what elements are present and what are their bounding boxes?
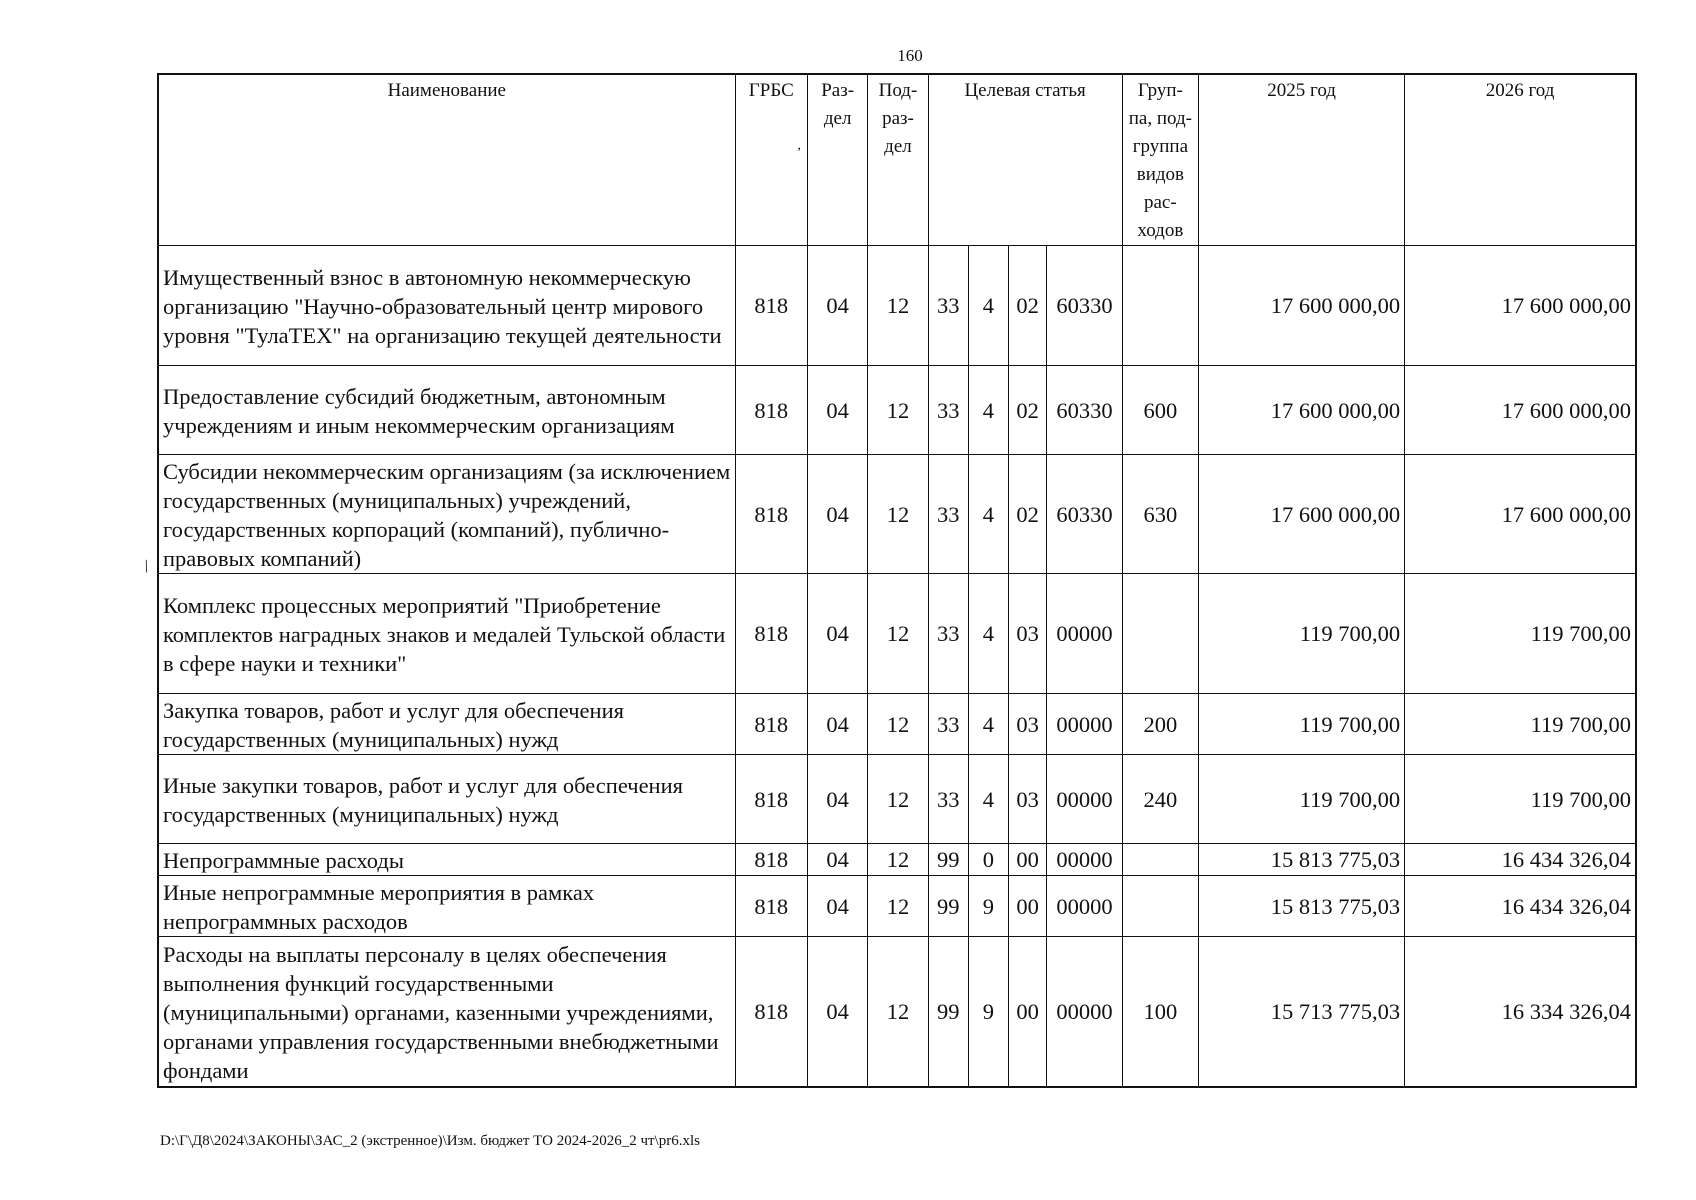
- row-target-element: 00: [1009, 876, 1047, 937]
- page-number: 160: [897, 46, 923, 65]
- row-expense-group: [1122, 574, 1198, 694]
- row-target-element: 03: [1009, 574, 1047, 694]
- row-section: 04: [807, 246, 867, 366]
- row-target-program: 99: [928, 876, 968, 937]
- row-subsection: 12: [868, 246, 928, 366]
- row-amount-2026: 119 700,00: [1405, 694, 1636, 755]
- row-amount-2025: 17 600 000,00: [1199, 455, 1405, 574]
- header-grbs-mark: ,: [797, 138, 802, 153]
- row-expense-group: [1122, 246, 1198, 366]
- row-target-program: 33: [928, 574, 968, 694]
- table-row: [158, 755, 1636, 844]
- row-target-type: 0: [968, 844, 1008, 876]
- header-subsection: Под- раз- дел: [868, 74, 928, 246]
- row-target-program: 33: [928, 366, 968, 455]
- row-amount-2026: 17 600 000,00: [1405, 455, 1636, 574]
- row-subsection: 12: [868, 694, 928, 755]
- row-target-type: 4: [968, 694, 1008, 755]
- table-row: [158, 246, 1636, 366]
- row-amount-2025: 17 600 000,00: [1199, 366, 1405, 455]
- row-amount-2025: 17 600 000,00: [1199, 246, 1405, 366]
- header-year-2025: 2025 год: [1199, 74, 1405, 246]
- row-target-type: 4: [968, 574, 1008, 694]
- row-amount-2025: 119 700,00: [1199, 574, 1405, 694]
- row-expense-group: 240: [1122, 755, 1198, 844]
- row-section: 04: [807, 574, 867, 694]
- row-target-program: 33: [928, 694, 968, 755]
- table-row: [158, 876, 1636, 937]
- row-amount-2026: 17 600 000,00: [1405, 366, 1636, 455]
- row-target-element: 00: [1009, 937, 1047, 1087]
- row-grbs: 818: [735, 844, 807, 876]
- row-target-direction: 00000: [1047, 937, 1122, 1087]
- row-target-type: 9: [968, 937, 1008, 1087]
- header-year-2026: 2026 год: [1405, 74, 1636, 246]
- row-target-program: 33: [928, 246, 968, 366]
- row-grbs: 818: [735, 366, 807, 455]
- row-name: Имущественный взнос в автономную некоммерческую организацию "Научно-образовательный центр мирового уровня "ТулаТЕХ" на организацию текущей деятельности: [158, 246, 735, 366]
- row-subsection: 12: [868, 937, 928, 1087]
- row-subsection: 12: [868, 455, 928, 574]
- row-target-direction: 00000: [1047, 876, 1122, 937]
- row-name: Субсидии некоммерческим организациям (за исключением государственных (муниципальных) учреждений, государственных корпораций (компаний), публично-правовых компаний): [158, 455, 735, 574]
- row-target-program: 33: [928, 455, 968, 574]
- table-header-row: [158, 74, 1636, 246]
- row-expense-group: [1122, 844, 1198, 876]
- row-grbs: 818: [735, 937, 807, 1087]
- row-grbs: 818: [735, 876, 807, 937]
- header-name: Наименование: [158, 74, 735, 246]
- row-grbs: 818: [735, 246, 807, 366]
- row-grbs: 818: [735, 574, 807, 694]
- header-target-article: Целевая статья: [928, 74, 1122, 246]
- row-target-direction: 60330: [1047, 246, 1122, 366]
- row-amount-2026: 16 434 326,04: [1405, 876, 1636, 937]
- row-amount-2025: 15 813 775,03: [1199, 876, 1405, 937]
- row-target-element: 00: [1009, 844, 1047, 876]
- table-row: [158, 366, 1636, 455]
- row-expense-group: 100: [1122, 937, 1198, 1087]
- row-target-type: 4: [968, 366, 1008, 455]
- header-expense-group: Груп- па, под- группа видов рас- ходов: [1122, 74, 1198, 246]
- row-target-direction: 00000: [1047, 755, 1122, 844]
- table-row: [158, 937, 1636, 1087]
- row-target-element: 02: [1009, 366, 1047, 455]
- row-section: 04: [807, 694, 867, 755]
- row-name: Предоставление субсидий бюджетным, автономным учреждениям и иным некоммерческим организациям: [158, 366, 735, 455]
- row-amount-2026: 119 700,00: [1405, 574, 1636, 694]
- row-target-direction: 00000: [1047, 844, 1122, 876]
- table-row: [158, 844, 1636, 876]
- row-subsection: 12: [868, 755, 928, 844]
- table-row: [158, 694, 1636, 755]
- table-row: [158, 455, 1636, 574]
- row-section: 04: [807, 876, 867, 937]
- row-target-type: 4: [968, 455, 1008, 574]
- row-target-program: 33: [928, 755, 968, 844]
- row-section: 04: [807, 366, 867, 455]
- row-amount-2026: 16 334 326,04: [1405, 937, 1636, 1087]
- header-grbs: ГРБС ,: [735, 74, 807, 246]
- footer-file-path: D:\Г\Д8\2024\ЗАКОНЫ\ЗАС_2 (экстренное)\Изм. бюджет ТО 2024-2026_2 чт\pr6.xls: [160, 1133, 700, 1149]
- row-name: Иные закупки товаров, работ и услуг для обеспечения государственных (муниципальных) нужд: [158, 755, 735, 844]
- row-amount-2025: 15 813 775,03: [1199, 844, 1405, 876]
- row-expense-group: 630: [1122, 455, 1198, 574]
- row-target-type: 9: [968, 876, 1008, 937]
- row-section: 04: [807, 844, 867, 876]
- row-amount-2026: 119 700,00: [1405, 755, 1636, 844]
- row-grbs: 818: [735, 755, 807, 844]
- row-subsection: 12: [868, 574, 928, 694]
- row-target-element: 02: [1009, 455, 1047, 574]
- row-target-direction: 00000: [1047, 694, 1122, 755]
- row-grbs: 818: [735, 694, 807, 755]
- row-name: Иные непрограммные мероприятия в рамках непрограммных расходов: [158, 876, 735, 937]
- row-amount-2025: 119 700,00: [1199, 755, 1405, 844]
- row-section: 04: [807, 455, 867, 574]
- row-name: Закупка товаров, работ и услуг для обеспечения государственных (муниципальных) нужд: [158, 694, 735, 755]
- row-target-program: 99: [928, 844, 968, 876]
- row-amount-2025: 15 713 775,03: [1199, 937, 1405, 1087]
- row-subsection: 12: [868, 844, 928, 876]
- row-grbs: 818: [735, 455, 807, 574]
- row-target-direction: 00000: [1047, 574, 1122, 694]
- row-target-element: 02: [1009, 246, 1047, 366]
- row-amount-2026: 16 434 326,04: [1405, 844, 1636, 876]
- table-row: [158, 574, 1636, 694]
- row-subsection: 12: [868, 876, 928, 937]
- margin-pen-mark: /: [140, 555, 153, 577]
- row-target-program: 99: [928, 937, 968, 1087]
- row-expense-group: 600: [1122, 366, 1198, 455]
- row-target-type: 4: [968, 246, 1008, 366]
- row-expense-group: 200: [1122, 694, 1198, 755]
- row-name: Расходы на выплаты персоналу в целях обеспечения выполнения функций государственными (муниципальными) органами, казенными учреждениями, органами управления государственными внебюджетными фондами: [158, 937, 735, 1087]
- row-amount-2025: 119 700,00: [1199, 694, 1405, 755]
- row-target-element: 03: [1009, 755, 1047, 844]
- row-target-type: 4: [968, 755, 1008, 844]
- row-section: 04: [807, 937, 867, 1087]
- row-expense-group: [1122, 876, 1198, 937]
- row-target-element: 03: [1009, 694, 1047, 755]
- budget-table: [157, 73, 1637, 1088]
- row-amount-2026: 17 600 000,00: [1405, 246, 1636, 366]
- header-section: Раз- дел: [807, 74, 867, 246]
- row-target-direction: 60330: [1047, 366, 1122, 455]
- row-section: 04: [807, 755, 867, 844]
- row-target-direction: 60330: [1047, 455, 1122, 574]
- row-name: Комплекс процессных мероприятий "Приобретение комплектов наградных знаков и медалей Тульской области в сфере науки и техники": [158, 574, 735, 694]
- row-name: Непрограммные расходы: [158, 844, 735, 876]
- row-subsection: 12: [868, 366, 928, 455]
